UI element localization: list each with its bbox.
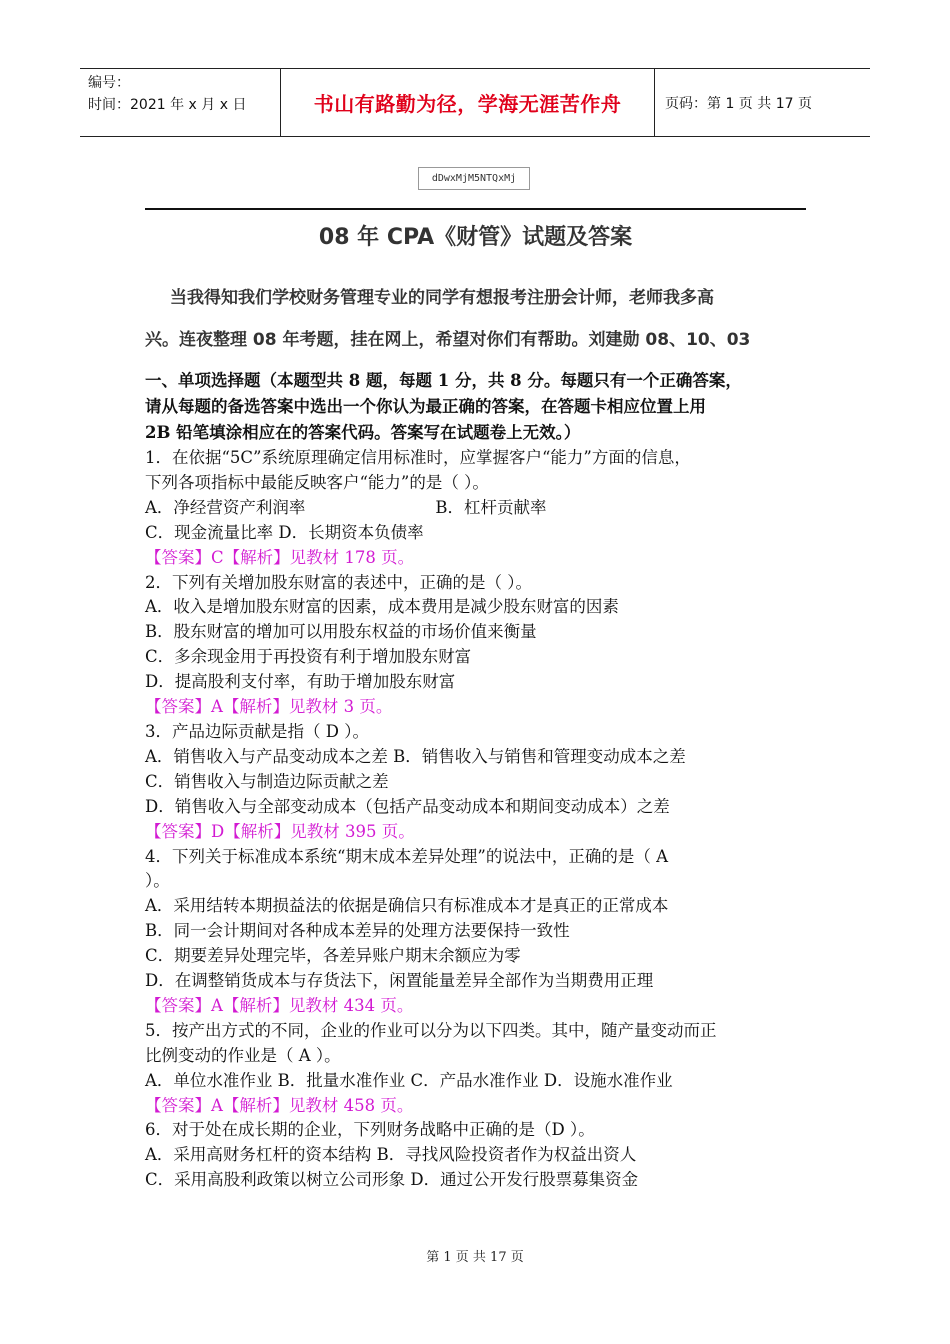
time-label: 时间：2021 年 x 月 x 日 <box>88 97 247 113</box>
section-heading-2: 请从每题的备选答案中选出一个你认为最正确的答案，在答题卡相应位置上用 <box>145 397 706 416</box>
header-meta <box>80 69 281 136</box>
q1-option-a: A．净经营资产利润率 <box>145 497 306 517</box>
q1-answer: 【答案】C【解析】见教材 178 页。 <box>145 547 415 567</box>
q4-stem-1: 4．下列关于标准成本系统“期末成本差异处理”的说法中，正确的是（ A <box>145 846 669 866</box>
q2-option-a: A．收入是增加股东财富的因素，成本费用是减少股东财富的因素 <box>145 597 619 617</box>
q3-option-c: C．销售收入与制造边际贡献之差 <box>145 771 389 791</box>
title-divider <box>145 208 806 210</box>
q2-option-d: D．提高股利支付率，有助于增加股东财富 <box>145 672 456 692</box>
q1-stem-2: 下列各项指标中最能反映客户“能力”的是（ ）。 <box>145 472 489 492</box>
intro-line-1: 当我得知我们学校财务管理专业的同学有想报考注册会计师，老师我多高 <box>170 288 714 308</box>
q4-option-c: C．期要差异处理完毕，各差异账户期末余额应为零 <box>145 946 521 966</box>
page-header <box>80 68 870 137</box>
q3-option-d: D．销售收入与全部变动成本（包括产品变动成本和期间变动成本）之差 <box>145 796 670 816</box>
q2-option-c: C．多余现金用于再投资有利于增加股东财富 <box>145 647 472 667</box>
q4-option-a: A．采用结转本期损益法的依据是确信只有标准成本才是真正的正常成本 <box>145 896 669 916</box>
question-content <box>145 368 813 1193</box>
q1-stem-1: 1．在依据“5C”系统原理确定信用标准时，应掌握客户“能力”方面的信息， <box>145 448 691 467</box>
document-title: 08 年 CPA《财管》试题及答案 <box>318 225 633 250</box>
header-page-info: 页码：第 1 页 共 17 页 <box>665 95 812 112</box>
q4-option-d: D．在调整销货成本与存货法下，闲置能量差异全部作为当期费用正理 <box>145 971 654 991</box>
q3-options-ab: A．销售收入与产品变动成本之差 B．销售收入与销售和管理变动成本之差 <box>145 746 686 766</box>
q2-stem: 2．下列有关增加股东财富的表述中，正确的是（ ）。 <box>145 572 532 592</box>
page-footer: 第 1 页 共 17 页 <box>426 1250 524 1265</box>
q6-options-cd: C．采用高股利政策以树立公司形象 D．通过公开发行股票募集资金 <box>145 1170 639 1190</box>
q1-options-cd: C．现金流量比率 D．长期资本负债率 <box>145 522 424 542</box>
q3-answer: 【答案】D【解析】见教材 395 页。 <box>145 821 415 841</box>
number-label: 编号： <box>88 75 130 91</box>
q4-option-b: B．同一会计期间对各种成本差异的处理方法要保持一致性 <box>145 921 570 941</box>
q5-options: A．单位水准作业 B．批量水准作业 C．产品水准作业 D．设施水准作业 <box>145 1070 673 1090</box>
q5-answer: 【答案】A【解析】见教材 458 页。 <box>145 1095 414 1115</box>
q5-stem-2: 比例变动的作业是（ A ）。 <box>145 1045 341 1065</box>
q1-option-b: B．杠杆贡献率 <box>435 497 547 517</box>
section-heading-3: 2B 铅笔填涂相应在的答案代码。答案写在试题卷上无效。） <box>145 423 581 442</box>
doc-code: dDwxMjM5NTQxMj <box>418 167 530 190</box>
section-heading-1: 一、单项选择题（本题型共 8 题，每题 1 分，共 8 分。每题只有一个正确答案， <box>145 371 742 390</box>
intro-line-2: 兴。连夜整理 08 年考题，挂在网上，希望对你们有帮助。刘建勋 08、10、03 <box>145 330 751 350</box>
q5-stem-1: 5．按产出方式的不同，企业的作业可以分为以下四类。其中，随产量变动而正 <box>145 1020 717 1040</box>
q4-answer: 【答案】A【解析】见教材 434 页。 <box>145 995 414 1015</box>
q6-stem: 6．对于处在成长期的企业，下列财务战略中正确的是（D ）。 <box>145 1120 595 1140</box>
q2-option-b: B．股东财富的增加可以用股东权益的市场价值来衡量 <box>145 622 537 642</box>
q6-options-ab: A．采用高财务杠杆的资本结构 B．寻找风险投资者作为权益出资人 <box>145 1145 637 1165</box>
q2-answer: 【答案】A【解析】见教材 3 页。 <box>145 697 393 717</box>
q1-options-ab <box>145 496 813 521</box>
header-motto: 书山有路勤为径，学海无涯苦作舟 <box>281 69 655 136</box>
q4-stem-2: ）。 <box>145 871 170 891</box>
q3-stem: 3．产品边际贡献是指（ D ）。 <box>145 721 369 741</box>
